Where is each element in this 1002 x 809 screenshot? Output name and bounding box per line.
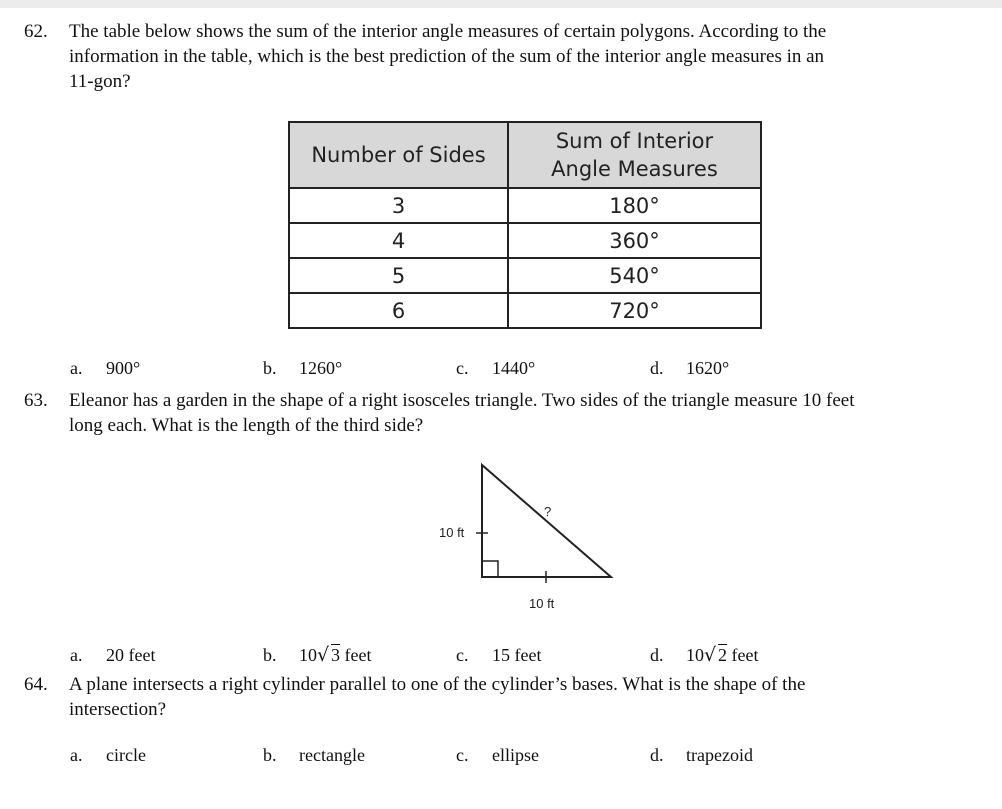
question-text xyxy=(69,19,826,94)
sum-cell: 360° xyxy=(508,223,761,258)
sum-cell: 180° xyxy=(508,188,761,223)
question-line: 11-gon? xyxy=(69,71,131,92)
sum-cell: 540° xyxy=(508,258,761,293)
bottom-side-label: 10 ft xyxy=(529,596,555,611)
choice-b[interactable]: b. 10 √ 3 feet xyxy=(263,644,372,666)
radical-sign-icon: √ xyxy=(317,644,330,666)
table-row xyxy=(289,188,761,223)
question-line: A plane intersects a right cylinder parallel to one of the cylinder’s bases. What is the shape of the xyxy=(69,674,806,695)
polygon-angle-table xyxy=(288,121,762,329)
table-header-row xyxy=(289,122,761,188)
question-text xyxy=(69,672,805,722)
choice-a[interactable]: a. circle xyxy=(70,745,146,765)
question-line: The table below shows the sum of the interior angle measures of certain polygons. According to the xyxy=(69,21,827,42)
triangle-shape xyxy=(482,465,611,577)
sides-cell: 5 xyxy=(289,258,508,293)
choice-d[interactable]: d. 10 √ 2 feet xyxy=(650,644,759,666)
hypotenuse-label: ? xyxy=(544,504,552,519)
column-header-sum: Sum of Interior Angle Measures xyxy=(508,122,761,188)
column-header-sides: Number of Sides xyxy=(289,122,508,188)
choice-a[interactable]: a. 20 feet xyxy=(70,645,156,665)
table-row xyxy=(289,258,761,293)
question-line: Eleanor has a garden in the shape of a right isosceles triangle. Two sides of the triangle measure 10 feet xyxy=(69,390,855,411)
sum-cell: 720° xyxy=(508,293,761,328)
sides-cell: 4 xyxy=(289,223,508,258)
question-line: information in the table, which is the best prediction of the sum of the interior angle measures in an xyxy=(69,46,825,67)
question-number: 64. xyxy=(24,674,48,695)
choice-a[interactable]: a. 900° xyxy=(70,358,141,378)
choice-b[interactable]: b. rectangle xyxy=(263,745,365,765)
question-number: 63. xyxy=(24,390,48,411)
choice-c[interactable]: c. 15 feet xyxy=(456,645,542,665)
right-triangle-figure xyxy=(425,455,645,620)
square-root: √ 3 xyxy=(317,644,340,666)
choice-b[interactable]: b. 1260° xyxy=(263,358,343,378)
page-top-edge xyxy=(0,0,1002,8)
question-text xyxy=(69,388,855,438)
choice-d[interactable]: d. 1620° xyxy=(650,358,730,378)
table-row xyxy=(289,293,761,328)
radical-sign-icon: √ xyxy=(704,644,717,666)
choice-c[interactable]: c. 1440° xyxy=(456,358,536,378)
choice-d[interactable]: d. trapezoid xyxy=(650,745,753,765)
square-root: √ 2 xyxy=(704,644,727,666)
choice-c[interactable]: c. ellipse xyxy=(456,745,539,765)
question-number: 62. xyxy=(24,21,48,42)
table-row xyxy=(289,223,761,258)
sides-cell: 6 xyxy=(289,293,508,328)
question-line: long each. What is the length of the third side? xyxy=(69,415,424,436)
left-side-label: 10 ft xyxy=(439,525,465,540)
right-angle-marker xyxy=(482,561,498,577)
question-line: intersection? xyxy=(69,699,167,720)
sides-cell: 3 xyxy=(289,188,508,223)
